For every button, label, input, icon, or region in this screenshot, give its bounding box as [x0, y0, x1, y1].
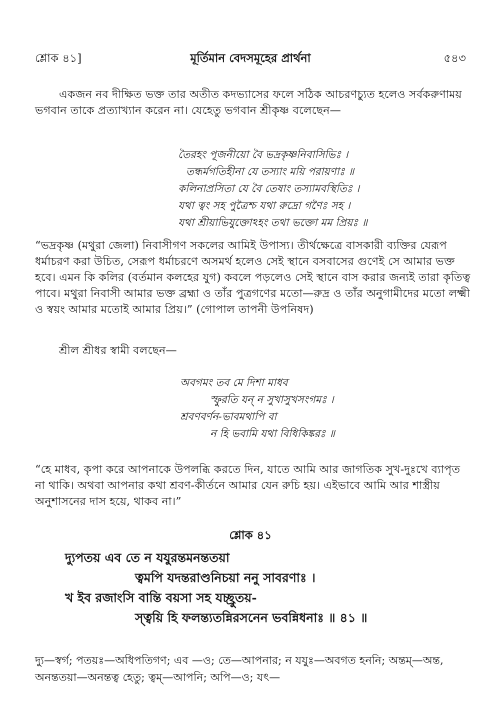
page-number: ৫৪৩: [443, 51, 466, 65]
verse-quote-1: [178, 147, 367, 232]
verse-line: কলিনাপ্রসিতা যে বৈ তেষাং তস্যামবস্থিতিঃ ।: [178, 183, 360, 195]
sloka-line: ত্বমপি যদন্তরাণ্ডনিচয়া ননু সাবরণাঃ ।: [135, 570, 316, 585]
verse-line: স্ফুরতি যন্ ন সুখাসুখসংগমঃ ।: [210, 394, 334, 406]
intro-paragraph: একজন নব দীক্ষিত ভক্ত তার অতীত কদভ্যাসের ফলে সঠিক আচরণচ্যুত হলেও সর্বকরুণাময় ভগবান তাকে প্রত্যাখ্যান করেন না। যেহেতু ভগবান শ্রীকৃষ্ণ বলেছেন—: [35, 88, 462, 117]
sloka-line: দ্যুপতয় এব তে ন যযুরন্তমনন্ততয়া: [65, 550, 230, 565]
page-header: [35, 50, 466, 68]
verse-line: তন্ধর্মগতিহীনা যে তস্যাং ময়ি পরায়ণাঃ ॥: [186, 166, 355, 178]
verse-line: তৈরহং পূজনীয়ো বৈ ভদ্রকৃষ্ণনিবাসিভিঃ ।: [178, 149, 349, 161]
verse-line: যথা শ্রীয়াভিযুক্তোঽহং তথা ভক্তো মম প্রিয়ঃ ॥: [178, 217, 368, 229]
verse-line: শ্রবণবর্ণন-ভাবমথাপি বা: [180, 411, 277, 423]
verse-line: অবগমং তব মে দিশা মাধব: [180, 377, 288, 389]
speaker-intro: শ্রীল শ্রীধর স্বামী বলছেন—: [59, 344, 177, 357]
verse-line: যথা ত্বং সহ পুত্রৈশ্চ যথা রুদ্রো গণৈঃ সহ ।: [178, 200, 351, 212]
sloka-line: স্ত্বয়ি হি ফলন্ত্যতন্নিরসনেন ভবন্নিধনাঃ ॥ ৪১ ॥: [135, 610, 368, 625]
word-synonyms: দ্যু—স্বর্গ; পতয়ঃ—অধিপতিগণ; এব —ও; তে—আপনার; ন যযুঃ—অবগত হননি; অন্তম্—অন্ত, অনন্ততয়া—অনন্তত্ব হেতু; ত্বম্—আপনি; অপি—ও; যৎ—: [35, 654, 444, 684]
sloka-line: খ ইব রজাংসি বান্তি বয়সা সহ যচ্ছ্রুতয়-: [65, 590, 257, 605]
header-chapter-title: মূর্তিমান বেদসমূহের প্রার্থনা: [190, 51, 311, 65]
sloka-heading: শ্লোক ৪১: [229, 528, 272, 542]
translation-paragraph: “ভদ্রকৃষ্ণ (মথুরা জেলা) নিবাসীগণ সকলের আমিই উপাস্য। তীর্থক্ষেত্রে বাসকারী ব্যক্তির যেরূপ ধর্মাচরণ করা উচিত, সেরূপ ধর্মাচরণে অসমর্থ হলেও সেই স্থানে বসবাসের গুণেই সে আমার ভক্ত হবে। এমন কি কলির (বর্তমান কলহের যুগ) কবলে পড়লেও সেই স্থানে বাস করার জন্যই তারা কৃতিত্ব পাবে। মথুরা নিবাসী আমার ভক্ত ব্রহ্মা ও তাঁর পুত্রগণের মতো—রুদ্র ও তাঁর অনুগামীদের মতো লক্ষ্মী ও স্বয়ং আমার মতোই আমার প্রিয়।” (গোপাল তাপনী উপনিষদ): [35, 239, 471, 316]
header-verse-ref: শ্লোক ৪১]: [35, 51, 82, 65]
verse-quote-2: [180, 375, 335, 443]
verse-line: ন হি ভবামি যথা বিধিকিঙ্করঃ ॥: [210, 428, 335, 440]
sloka-text: [65, 548, 367, 628]
prayer-translation: “হে মাধব, কৃপা করে আপনাকে উপলব্ধি করতে দিন, যাতে আমি আর জাগতিক সুখ-দুঃখে ব্যাপৃত না থাকি। অথবা আপনার কথা শ্রবণ-কীর্তনে আমার যেন রুচি হয়। এইভাবে আমি আর শাস্ত্রীয় অনুশাসনের দাস হয়ে, থাকব না।”: [35, 463, 461, 508]
